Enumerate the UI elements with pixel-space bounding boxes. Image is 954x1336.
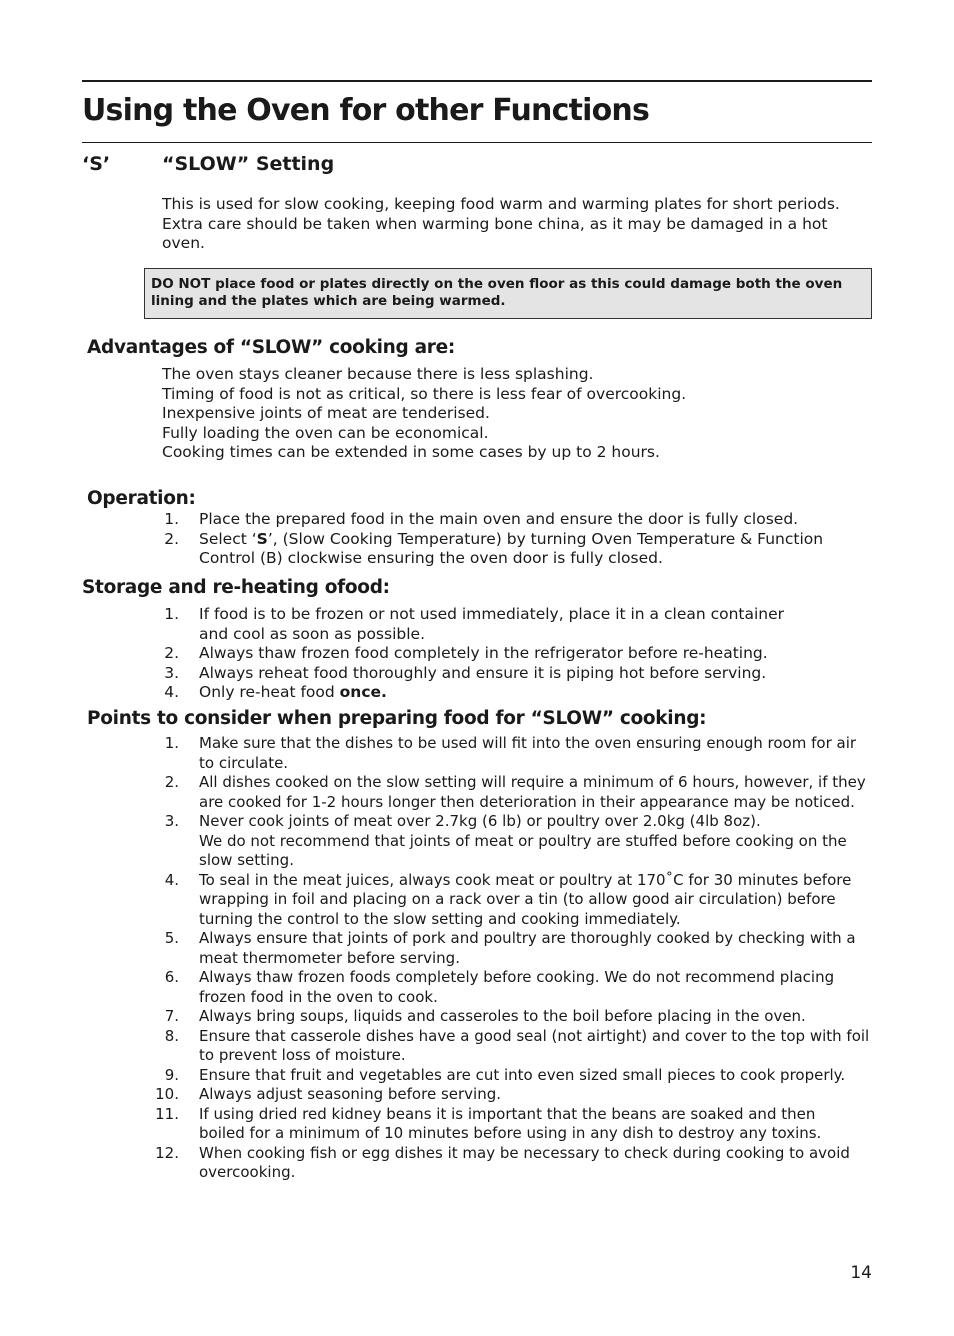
item-text: Select ‘	[199, 529, 257, 548]
item-text: frozen food in the oven to cook.	[199, 987, 438, 1006]
list-item	[150, 683, 784, 703]
item-number: 10.	[155, 1085, 179, 1103]
item-text-bold: S	[256, 529, 268, 548]
list-item: Cooking times can be extended in some cases by up to 2 hours.	[162, 443, 660, 461]
item-number: 3.	[164, 812, 179, 830]
item-text: wrapping in foil and placing on a rack over a tin (to allow good air circulation) before	[199, 890, 836, 908]
list-item	[150, 1105, 869, 1144]
warning-box	[144, 268, 872, 319]
item-number: 1.	[164, 605, 179, 623]
list-item	[150, 664, 784, 684]
item-number: 2.	[164, 773, 179, 791]
item-text: Never cook joints of meat over 2.7kg (6 lb) or poultry over 2.0kg (4lb 8oz).	[199, 812, 761, 830]
item-number: 1.	[164, 734, 179, 752]
item-text: are cooked for 1-2 hours longer then deterioration in their appearance may be noticed.	[199, 792, 855, 811]
item-text: ’, (Slow Cooking Temperature) by turning Oven Temperature & Function	[267, 529, 824, 548]
item-text: All dishes cooked on the slow setting will require a minimum of 6 hours, however, if they	[199, 773, 866, 791]
item-text: Only re-heat food	[199, 683, 340, 701]
list-item	[150, 968, 869, 1007]
item-text: Always reheat food thoroughly and ensure it is piping hot before serving.	[199, 663, 767, 682]
item-number: 11.	[155, 1104, 179, 1123]
slow-intro	[162, 195, 872, 254]
item-text: meat thermometer before serving.	[199, 948, 460, 967]
item-text: To seal in the meat juices, always cook meat or poultry at 170˚C for 30 minutes before	[199, 870, 852, 889]
title-underline	[82, 142, 872, 143]
list-item	[150, 929, 869, 968]
operation-list	[150, 510, 823, 569]
list-item	[150, 1085, 869, 1105]
item-text: Place the prepared food in the main oven and ensure the door is fully closed.	[199, 510, 799, 528]
item-text: Make sure that the dishes to be used will fit into the oven ensuring enough room for air	[199, 734, 857, 752]
item-text: If using dried red kidney beans it is important that the beans are soaked and then	[199, 1104, 816, 1123]
item-number: 4.	[164, 870, 179, 889]
list-item	[150, 1066, 869, 1086]
advantages-heading: Advantages of “SLOW” cooking are:	[87, 337, 455, 358]
list-item: The oven stays cleaner because there is less splashing.	[162, 365, 594, 383]
item-text: Control (B) clockwise ensuring the oven door is fully closed.	[199, 549, 663, 567]
item-number: 12.	[155, 1143, 179, 1162]
operation-heading: Operation:	[87, 488, 196, 509]
storage-list	[150, 605, 784, 703]
warning-line: lining and the plates which are being warmed.	[151, 293, 506, 309]
item-number: 2.	[164, 644, 179, 662]
list-item	[150, 734, 869, 773]
item-text: When cooking fish or egg dishes it may be necessary to check during cooking to avoid	[199, 1143, 850, 1162]
item-number: 2.	[164, 529, 179, 548]
list-item	[150, 1027, 869, 1066]
item-number: 7.	[164, 1007, 179, 1025]
intro-line: This is used for slow cooking, keeping food warm and warming plates for short periods.	[162, 195, 840, 213]
storage-heading: Storage and re-heating ofood:	[82, 577, 390, 598]
item-number: 8.	[164, 1026, 179, 1045]
page-title: Using the Oven for other Functions	[82, 93, 650, 128]
top-rule	[82, 80, 872, 82]
list-item	[150, 605, 784, 644]
item-text: turning the control to the slow setting and cooking immediately.	[199, 909, 681, 928]
item-number: 3.	[164, 663, 179, 682]
item-number: 6.	[164, 968, 179, 986]
page-number: 14	[850, 1263, 872, 1283]
list-item	[150, 1007, 869, 1027]
item-text: to prevent loss of moisture.	[199, 1046, 406, 1064]
list-item: Timing of food is not as critical, so there is less fear of overcooking.	[162, 384, 687, 403]
item-text: and cool as soon as possible.	[199, 624, 425, 643]
item-number: 9.	[164, 1065, 179, 1084]
advantages-list	[162, 365, 686, 463]
list-item	[150, 812, 869, 871]
item-number: 5.	[164, 929, 179, 947]
list-item: Fully loading the oven can be economical.	[162, 423, 489, 442]
points-list	[150, 734, 869, 1183]
slow-setting-heading: “SLOW” Setting	[162, 153, 335, 175]
setting-label: ‘S’	[82, 153, 111, 175]
intro-line: Extra care should be taken when warming bone china, as it may be damaged in a hot	[162, 214, 828, 233]
item-text: boiled for a minimum of 10 minutes before using in any dish to destroy any toxins.	[199, 1124, 822, 1142]
item-text: Ensure that fruit and vegetables are cut into even sized small pieces to cook properly.	[199, 1065, 846, 1084]
list-item: Inexpensive joints of meat are tenderised.	[162, 404, 490, 422]
warning-line: DO NOT place food or plates directly on the oven floor as this could damage both the oven	[151, 276, 843, 292]
item-text: If food is to be frozen or not used immediately, place it in a clean container	[199, 605, 785, 623]
item-text: to circulate.	[199, 753, 289, 772]
list-item	[150, 530, 823, 569]
item-text-bold: once.	[339, 683, 387, 701]
points-heading: Points to consider when preparing food for “SLOW” cooking:	[87, 708, 707, 729]
list-item	[150, 1144, 869, 1183]
item-text: Always bring soups, liquids and casseroles to the boil before placing in the oven.	[199, 1007, 806, 1025]
item-number: 4.	[164, 683, 179, 701]
item-text: overcooking.	[199, 1163, 296, 1181]
item-number: 1.	[164, 510, 179, 528]
list-item	[150, 773, 869, 812]
list-item	[150, 510, 823, 530]
intro-line: oven.	[162, 234, 205, 252]
item-text: slow setting.	[199, 851, 294, 869]
item-text: Always ensure that joints of pork and poultry are thoroughly cooked by checking with a	[199, 929, 856, 947]
item-text: Always adjust seasoning before serving.	[199, 1085, 501, 1103]
item-text: Ensure that casserole dishes have a good seal (not airtight) and cover to the top with foil	[199, 1026, 870, 1045]
list-item	[150, 644, 784, 664]
item-text: Always thaw frozen foods completely before cooking. We do not recommend placing	[199, 968, 835, 986]
item-text: We do not recommend that joints of meat or poultry are stuffed before cooking on the	[199, 831, 847, 850]
list-item	[150, 871, 869, 930]
item-text: Always thaw frozen food completely in the refrigerator before re-heating.	[199, 644, 768, 662]
